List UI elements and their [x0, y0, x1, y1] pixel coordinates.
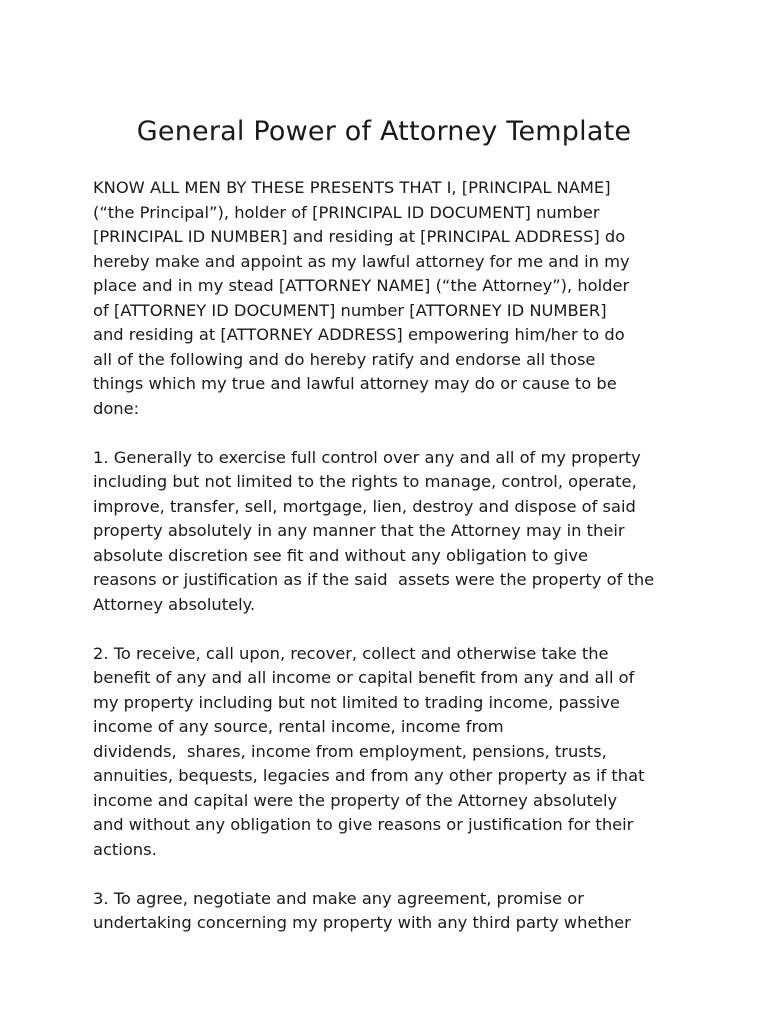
text-line: done:: [93, 398, 140, 418]
text-line: 1. Generally to exercise full control over any and all of my property: [93, 447, 641, 467]
text-line: and without any obligation to give reasons or justification for their: [93, 815, 634, 834]
text-line: annuities, bequests, legacies and from any other property as if that: [93, 766, 645, 785]
text-line: undertaking concerning my property with any third party whether: [93, 913, 631, 932]
text-line: (“the Principal”), holder of [PRINCIPAL ID DOCUMENT] number: [93, 202, 600, 222]
text-line: reasons or justification as if the said assets were the property of the: [93, 570, 655, 589]
text-line: 3. To agree, negotiate and make any agreement, promise or: [93, 888, 584, 908]
document-body: [93, 176, 683, 960]
text-line: actions.: [93, 839, 157, 859]
text-line: place and in my stead [ATTORNEY NAME] (“the Attorney”), holder: [93, 276, 630, 295]
paragraph-clause-1: [93, 446, 683, 618]
text-line: benefit of any and all income or capital benefit from any and all of: [93, 668, 635, 687]
document-title: General Power of Attorney Template: [136, 116, 632, 147]
text-line: income and capital were the property of the Attorney absolutely: [93, 790, 618, 810]
text-line: hereby make and appoint as my lawful attorney for me and in my: [93, 251, 630, 271]
text-line: and residing at [ATTORNEY ADDRESS] empowering him/her to do: [93, 325, 625, 344]
text-line: property absolutely in any manner that the Attorney may in their: [93, 521, 625, 540]
text-line: all of the following and do hereby ratify and endorse all those: [93, 349, 596, 369]
text-line: things which my true and lawful attorney may do or cause to be: [93, 374, 617, 393]
text-line: Attorney absolutely.: [93, 594, 256, 614]
text-line: 2. To receive, call upon, recover, collect and otherwise take the: [93, 643, 609, 663]
text-line: absolute discretion see fit and without any obligation to give: [93, 545, 589, 565]
text-line: including but not limited to the rights to manage, control, operate,: [93, 472, 637, 491]
text-line: income of any source, rental income, income from: [93, 717, 504, 736]
text-line: of [ATTORNEY ID DOCUMENT] number [ATTORNEY ID NUMBER]: [93, 300, 607, 320]
text-line: KNOW ALL MEN BY THESE PRESENTS THAT I, [PRINCIPAL NAME]: [93, 178, 611, 197]
paragraph-clause-3: [93, 887, 683, 936]
paragraph-clause-2: [93, 642, 683, 863]
paragraph-preamble: [93, 176, 683, 421]
text-line: improve, transfer, sell, mortgage, lien, destroy and dispose of said: [93, 496, 636, 516]
text-line: my property including but not limited to trading income, passive: [93, 692, 620, 712]
text-line: [PRINCIPAL ID NUMBER] and residing at [PRINCIPAL ADDRESS] do: [93, 227, 626, 246]
text-line: dividends, shares, income from employment, pensions, trusts,: [93, 741, 607, 761]
